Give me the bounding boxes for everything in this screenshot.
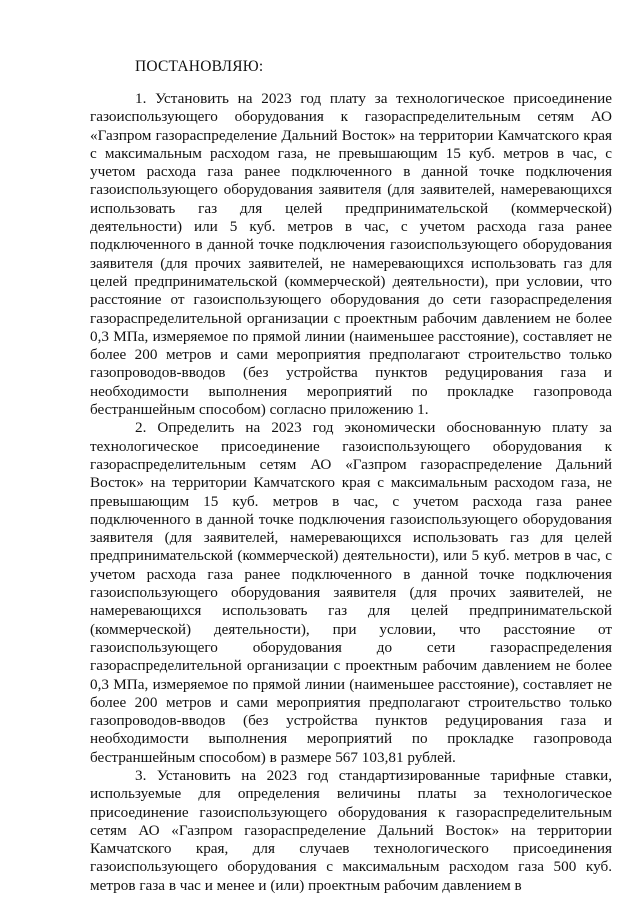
paragraph-2: 2. Определить на 2023 год экономически обоснованную плату за технологическое присоединение газоиспользующего оборудования к газораспределительным сетям АО «Газпром газораспределение Дальний Восток» на территории Камчатского края с максимальным расходом газа, не превышающим 15 куб. метров в час, с учетом расхода газа ранее подключенного в данной точке подключения газоиспользующего оборудования заявителя (для заявителей, намеревающихся использовать газ для целей предпринимательской (коммерческой) деятельности), или 5 куб. метров в час, с учетом расхода газа ранее подключенного в данной точке подключения газоиспользующего оборудования заявителя (для прочих заявителей, не намеревающихся использовать газ для целей предпринимательской (коммерческой) деятельности), при условии, что расстояние от газоиспользующего оборудования до сети газораспределения газораспределительной организации с проектным рабочим давлением не более 0,3 МПа, измеряемое по прямой линии (наименьшее расстояние), составляет не более 200 метров и сами мероприятия предполагают строительство только газопроводов-вводов (без устройства пунктов редуцирования газа и необходимости выполнения мероприятий по прокладке газопровода бестраншейным способом) в размере 567 103,81 рублей. [90,419,612,766]
paragraph-3: 3. Установить на 2023 год стандартизированные тарифные ставки, используемые для определения величины платы за технологическое присоединение газоиспользующего оборудования к газораспределительным сетям АО «Газпром газораспределение Дальний Восток» на территории Камчатского края, для случаев технологического присоединения газоиспользующего оборудования с максимальным расходом газа 500 куб. метров газа в час и менее и (или) проектным рабочим давлением в [90,766,612,894]
resolution-heading: ПОСТАНОВЛЯЮ: [135,58,264,75]
paragraph-1: 1. Установить на 2023 год плату за технологическое присоединение газоиспользующего оборудования к газораспределительным сетям АО «Газпром газораспределение Дальний Восток» на территории Камчатского края с максимальным расходом газа, не превышающим 15 куб. метров в час, с учетом расхода газа ранее подключенного в данной точке подключения газоиспользующего оборудования заявителя (для заявителей, намеревающихся использовать газ для целей предпринимательской (коммерческой) деятельности) или 5 куб. метров в час, с учетом расхода газа ранее подключенного в данной точке подключения газоиспользующего оборудования заявителя (для прочих заявителей, не намеревающихся использовать газ для целей предпринимательской (коммерческой) деятельности), при условии, что расстояние от газоиспользующего оборудования до сети газораспределения газораспределительной организации с проектным рабочим давлением не более 0,3 МПа, измеряемое по прямой линии (наименьшее расстояние), составляет не более 200 метров и сами мероприятия предполагают строительство только газопроводов-вводов (без устройства пунктов редуцирования газа и необходимости выполнения мероприятий по прокладке газопровода бестраншейным способом) согласно приложению 1. [90,90,612,419]
document-body [90,90,612,895]
